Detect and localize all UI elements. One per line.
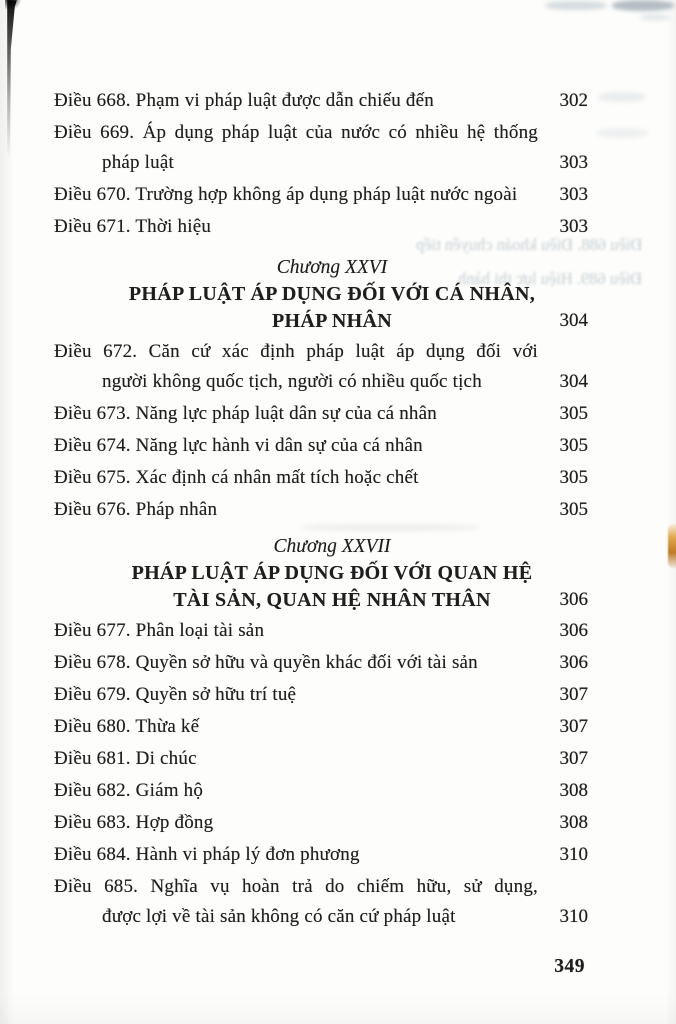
showthrough-ghost-text: Điều 689. Hiệu lực thi hành <box>458 269 642 288</box>
toc-entry-text <box>54 744 538 774</box>
scan-smudge <box>640 14 670 21</box>
toc-entry-line: Điều 669. Áp dụng pháp luật của nước có nhiều hệ thống <box>54 122 538 143</box>
toc-entry-page-number: 307 <box>559 716 588 737</box>
toc-entry-page-number: 307 <box>559 748 588 769</box>
toc-entry-page-number: 303 <box>559 216 588 237</box>
chapter-title-line: TÀI SẢN, QUAN HỆ NHÂN THÂN <box>173 589 491 611</box>
toc-entry-page-number: 305 <box>559 435 588 456</box>
toc-entry-page-number: 305 <box>559 467 588 488</box>
toc-entry <box>54 744 588 774</box>
scan-smudge <box>598 92 646 102</box>
toc-entry-text <box>54 712 538 742</box>
toc-entry-page-number: 303 <box>559 184 588 205</box>
toc-entry-line: Điều 680. Thừa kế <box>54 716 200 737</box>
toc-entry-page-number: 302 <box>559 90 588 111</box>
toc-entry-text <box>54 680 538 710</box>
toc-entry-text <box>54 118 538 178</box>
scan-corner-blot-artifact <box>5 0 21 10</box>
chapter-page-number: 306 <box>559 589 588 610</box>
toc-entry-page-number: 306 <box>559 652 588 673</box>
toc-entry-line: Điều 682. Giám hộ <box>54 780 204 801</box>
toc-entry-text <box>54 431 538 461</box>
toc-entry-text <box>54 840 538 870</box>
toc-entry <box>54 808 588 838</box>
toc-entry <box>54 212 588 242</box>
toc-entry <box>54 712 588 742</box>
chapter-page-number: 304 <box>559 310 588 331</box>
toc-entry-line: Điều 677. Phân loại tài sản <box>54 620 265 641</box>
toc-entry-line: Điều 679. Quyền sở hữu trí tuệ <box>54 684 297 705</box>
toc-entry-text <box>54 337 538 397</box>
toc-entry-text <box>54 648 538 678</box>
toc-entry-text <box>54 872 538 932</box>
toc-entry <box>54 872 588 932</box>
toc-entry-page-number: 310 <box>559 906 588 927</box>
toc-entry-page-number: 304 <box>559 371 588 392</box>
toc-entry-line: Điều 683. Hợp đồng <box>54 812 214 833</box>
toc-entry-line: Điều 671. Thời hiệu <box>54 216 212 237</box>
toc-entry-text <box>54 86 538 116</box>
toc-entry <box>54 337 588 397</box>
toc-entry <box>54 118 588 178</box>
scan-smudge <box>545 1 607 10</box>
toc-entry-text <box>54 212 538 242</box>
toc-entry-line: Điều 684. Hành vi pháp lý đơn phương <box>54 844 360 865</box>
toc-entry-text <box>54 399 538 429</box>
chapter-label: Chương XXVII <box>273 536 391 557</box>
toc-entry-page-number: 310 <box>559 844 588 865</box>
page-edge-orange-mark <box>668 524 676 568</box>
toc-entry <box>54 495 588 525</box>
toc-entry-page-number: 308 <box>559 780 588 801</box>
toc-entry <box>54 463 588 493</box>
chapter-title-line: PHÁP LUẬT ÁP DỤNG ĐỐI VỚI QUAN HỆ <box>131 562 533 584</box>
showthrough-ghost-text: Điều 688. Điều khoản chuyển tiếp <box>415 235 642 254</box>
toc-entry <box>54 616 588 646</box>
toc-entry-line: người không quốc tịch, người có nhiều quốc tịch <box>102 371 482 392</box>
toc-entry-page-number: 305 <box>559 499 588 520</box>
toc-entry <box>54 776 588 806</box>
toc-entry-page-number: 307 <box>559 684 588 705</box>
toc-entry-line: Điều 675. Xác định cá nhân mất tích hoặc chết <box>54 467 419 488</box>
toc-entry-page-number: 303 <box>559 152 588 173</box>
toc-entry <box>54 840 588 870</box>
toc-entry-page-number: 308 <box>559 812 588 833</box>
chapter-heading <box>54 254 588 335</box>
toc-entry-page-number: 306 <box>559 620 588 641</box>
toc-entry-line: Điều 668. Phạm vi pháp luật được dẫn chiếu đến <box>54 90 434 111</box>
toc-entry-text <box>54 808 538 838</box>
scan-smudge <box>596 128 648 138</box>
toc-entry-line: Điều 681. Di chúc <box>54 748 197 769</box>
chapter-heading <box>54 533 588 614</box>
toc-entry-text <box>54 463 538 493</box>
scan-binding-edge-artifact <box>7 0 17 165</box>
toc-entry <box>54 399 588 429</box>
toc-entry <box>54 86 588 116</box>
toc-entry-text <box>54 495 538 525</box>
toc-list <box>54 86 588 934</box>
toc-entry-line: Điều 670. Trường hợp không áp dụng pháp luật nước ngoài <box>54 184 518 205</box>
toc-entry <box>54 180 588 210</box>
toc-entry-line: Điều 678. Quyền sở hữu và quyền khác đối với tài sản <box>54 652 478 673</box>
toc-entry-line: Điều 685. Nghĩa vụ hoàn trả do chiếm hữu, sử dụng, <box>54 876 538 897</box>
toc-entry-line: được lợi về tài sản không có căn cứ pháp luật <box>102 906 456 927</box>
toc-entry-text <box>54 616 538 646</box>
page-number: 349 <box>554 956 585 977</box>
toc-entry-line: Điều 673. Năng lực pháp luật dân sự của cá nhân <box>54 403 437 424</box>
scan-smudge <box>612 0 674 11</box>
toc-entry-line: pháp luật <box>102 152 174 173</box>
toc-entry <box>54 680 588 710</box>
chapter-title-line: PHÁP LUẬT ÁP DỤNG ĐỐI VỚI CÁ NHÂN, <box>128 283 536 305</box>
toc-entry-line: Điều 676. Pháp nhân <box>54 499 218 520</box>
toc-entry-line: Điều 674. Năng lực hành vi dân sự của cá nhân <box>54 435 423 456</box>
toc-entry <box>54 648 588 678</box>
toc-entry-text <box>54 776 538 806</box>
chapter-title-line: PHÁP NHÂN <box>272 310 392 332</box>
toc-entry-page-number: 305 <box>559 403 588 424</box>
toc-entry <box>54 431 588 461</box>
toc-entry-line: Điều 672. Căn cứ xác định pháp luật áp dụng đối với <box>54 341 538 362</box>
toc-entry-text <box>54 180 538 210</box>
chapter-label: Chương XXVI <box>276 257 388 278</box>
